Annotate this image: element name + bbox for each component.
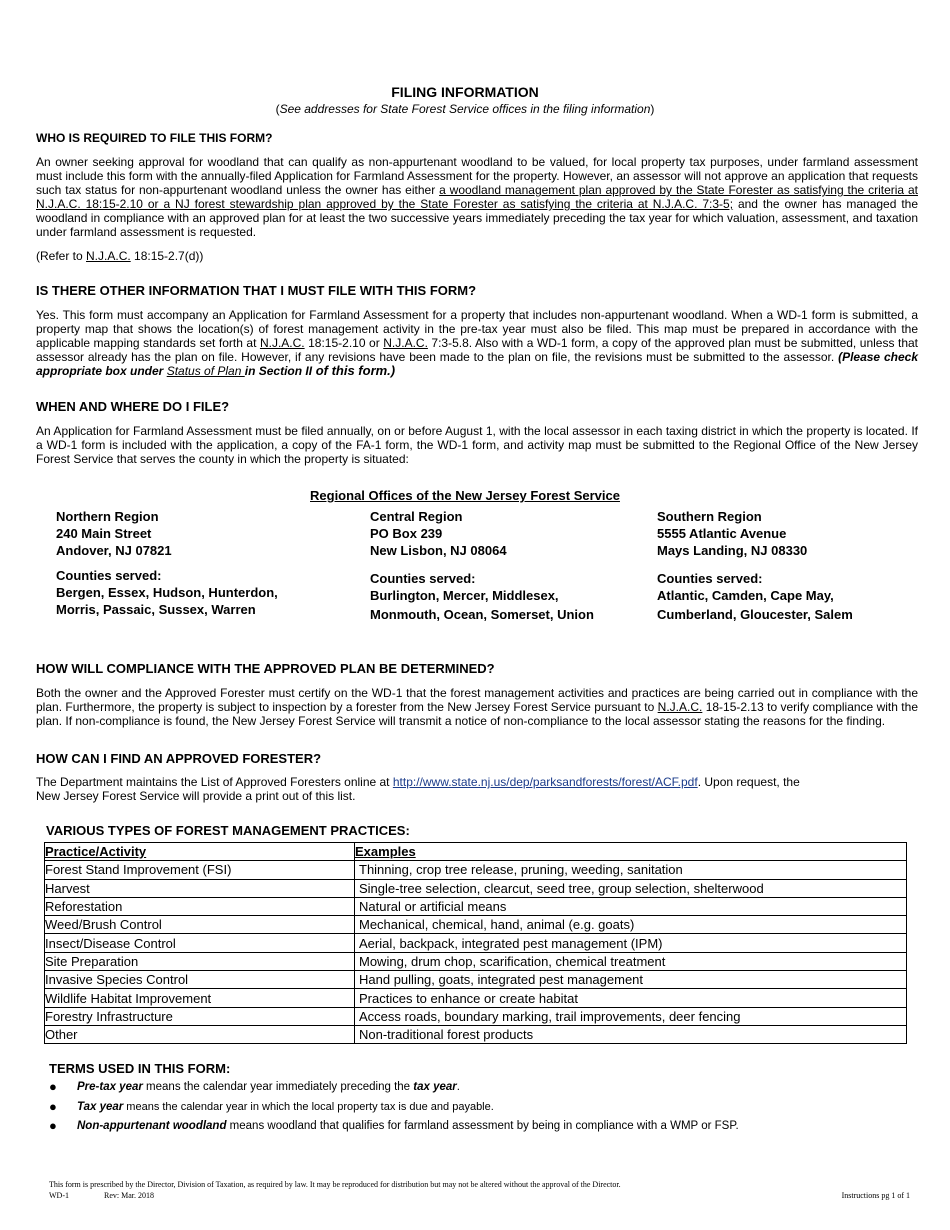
region-city: Mays Landing, NJ 08330 xyxy=(657,543,808,558)
practice-cell: Harvest xyxy=(45,879,355,897)
region-address: PO Box 239 xyxy=(370,526,443,541)
practice-cell: Insect/Disease Control xyxy=(45,934,355,952)
bullet-icon: ● xyxy=(49,1118,57,1133)
subtitle-text: See addresses for State Forest Service offices in the filing information xyxy=(279,102,651,116)
counties-label: Counties served: xyxy=(370,571,476,586)
who-reference: (Refer to N.J.A.C. 18:15-2.7(d)) xyxy=(36,249,204,263)
footer-revision: Rev: Mar. 2018 xyxy=(104,1191,154,1200)
section-heading-compliance: HOW WILL COMPLIANCE WITH THE APPROVED PLAN BE DETERMINED? xyxy=(36,661,495,676)
region-city: New Lisbon, NJ 08064 xyxy=(370,543,507,558)
section-heading-when-where: WHEN AND WHERE DO I FILE? xyxy=(36,399,230,414)
list-item: ● Pre-tax year means the calendar year immediately preceding the tax year. xyxy=(49,1079,460,1094)
table-row xyxy=(45,989,907,1007)
approved-foresters-link[interactable]: http://www.state.nj.us/dep/parksandforests/forest/ACF.pdf xyxy=(392,775,698,789)
counties-list: Bergen, Essex, Hudson, Hunterdon, xyxy=(56,585,278,600)
central-region-block xyxy=(370,508,594,623)
region-name: Southern Region xyxy=(657,509,762,524)
region-name: Northern Region xyxy=(56,509,159,524)
when-where-paragraph: An Application for Farmland Assessment must be filed annually, on or before August 1, with the local assessor in each taxing district in which the property is located. If a WD-1 form is included with the application, a copy of the FA-1 form, the WD-1 form, and activity map must be submitted to the Regional Office of the New Jersey Forest Service that serves the county in which the property is situated: xyxy=(36,424,918,466)
counties-label: Counties served: xyxy=(56,568,162,583)
region-address: 5555 Atlantic Avenue xyxy=(657,526,787,541)
region-city: Andover, NJ 07821 xyxy=(56,543,172,558)
section-heading-find-forester: HOW CAN I FIND AN APPROVED FORESTER? xyxy=(36,751,322,766)
counties-list: Cumberland, Gloucester, Salem xyxy=(657,607,853,622)
examples-cell: Thinning, crop tree release, pruning, weeding, sanitation xyxy=(355,861,907,879)
regional-offices-heading: Regional Offices of the New Jersey Forest Service xyxy=(310,488,620,503)
table-row xyxy=(45,861,907,879)
practices-table xyxy=(44,842,907,1044)
column-header-examples: Examples xyxy=(355,843,907,861)
terms-heading: TERMS USED IN THIS FORM: xyxy=(49,1061,231,1076)
region-name: Central Region xyxy=(370,509,463,524)
region-address: 240 Main Street xyxy=(56,526,152,541)
table-row xyxy=(45,916,907,934)
other-info-paragraph: Yes. This form must accompany an Application for Farmland Assessment for a property that includes non-appurtenant woodland. When a WD-1 form is submitted, a property map that shows the location(s) of forest management activity in the pre-tax year must also be filed. This map must be prepared in accordance with the applicable mapping standards set forth at N.J.A.C. 18:15-2.10 or N.J.A.C. 7:3-5.8. Also with a WD-1 form, a copy of the approved plan must be submitted, unless that assessor already has the plan on file. However, if any revisions have been made to the plan on file, the revisions must be submitted to the assessor. (Please check appropriate box under Status of Plan in Section II of this form.) xyxy=(36,308,918,378)
footer-notice: This form is prescribed by the Director, Division of Taxation, as required by law. It may be reproduced for distribution but may not be altered without the approval of the Director. xyxy=(49,1180,621,1189)
practice-cell: Invasive Species Control xyxy=(45,971,355,989)
bullet-icon: ● xyxy=(49,1098,57,1114)
examples-cell: Access roads, boundary marking, trail improvements, deer fencing xyxy=(355,1007,907,1025)
table-row xyxy=(45,879,907,897)
column-header-practice: Practice/Activity xyxy=(45,843,355,861)
practice-cell: Wildlife Habitat Improvement xyxy=(45,989,355,1007)
terms-list xyxy=(49,1081,909,1140)
practice-cell: Forest Stand Improvement (FSI) xyxy=(45,861,355,879)
list-item: ● Non-appurtenant woodland means woodland that qualifies for farmland assessment by being in compliance with a WMP or FSP. xyxy=(49,1118,739,1133)
examples-cell: Hand pulling, goats, integrated pest management xyxy=(355,971,907,989)
examples-cell: Aerial, backpack, integrated pest management (IPM) xyxy=(355,934,907,952)
practices-heading: VARIOUS TYPES OF FOREST MANAGEMENT PRACTICES: xyxy=(46,823,410,838)
counties-list: Burlington, Mercer, Middlesex, xyxy=(370,588,559,603)
examples-cell: Practices to enhance or create habitat xyxy=(355,989,907,1007)
section-heading-who: WHO IS REQUIRED TO FILE THIS FORM? xyxy=(36,131,273,145)
practice-cell: Weed/Brush Control xyxy=(45,916,355,934)
table-row xyxy=(45,1025,907,1043)
examples-cell: Single-tree selection, clearcut, seed tree, group selection, shelterwood xyxy=(355,879,907,897)
examples-cell: Non-traditional forest products xyxy=(355,1025,907,1043)
examples-cell: Mowing, drum chop, scarification, chemical treatment xyxy=(355,952,907,970)
practice-cell: Site Preparation xyxy=(45,952,355,970)
counties-label: Counties served: xyxy=(657,571,763,586)
bullet-icon: ● xyxy=(49,1079,57,1094)
find-forester-paragraph: The Department maintains the List of Approved Foresters online at http://www.state.nj.us/dep/parksandforests/forest/ACF.pdf. Upon request, the New Jersey Forest Service will provide a print out of this list. xyxy=(36,775,800,803)
compliance-paragraph: Both the owner and the Approved Forester must certify on the WD-1 that the forest management activities and practices are being carried out in compliance with the plan. Furthermore, the property is subject to inspection by a forester from the New Jersey Forest Service pursuant to N.J.A.C. 18-15-2.13 to verify compliance with the plan. If non-compliance is found, the New Jersey Forest Service will transmit a notice of non-compliance to the local assessor stating the reasons for the finding. xyxy=(36,686,918,728)
counties-list: Morris, Passaic, Sussex, Warren xyxy=(56,602,256,617)
counties-list: Atlantic, Camden, Cape May, xyxy=(657,588,834,603)
footer-form-id: WD-1 xyxy=(49,1191,69,1200)
list-item: ● Tax year means the calendar year in which the local property tax is due and payable. xyxy=(49,1098,494,1114)
who-paragraph: An owner seeking approval for woodland that can qualify as non-appurtenant woodland to be valued, for local property tax purposes, under farmland assessment must include this form with the annually-filed Application for Farmland Assessment for the property. However, an assessor will not approve an application that requests such tax status for non-appurtenant woodland unless the owner has either a woodland management plan approved by the State Forester as satisfying the criteria at N.J.A.C. 18:15-2.10 or a NJ forest stewardship plan approved by the State Forester as satisfying the criteria at N.J.A.C. 7:3-5; and the owner has managed the woodland in compliance with an approved plan for at least the two successive years immediately preceding the tax year for which valuation, assessment, and taxation under farmland assessment is requested. xyxy=(36,155,918,239)
table-row xyxy=(45,897,907,915)
footer-page-number: Instructions pg 1 of 1 xyxy=(841,1191,910,1200)
table-row xyxy=(45,971,907,989)
examples-cell: Natural or artificial means xyxy=(355,897,907,915)
table-header-row xyxy=(45,843,907,861)
table-row xyxy=(45,952,907,970)
examples-cell: Mechanical, chemical, hand, animal (e.g. goats) xyxy=(355,916,907,934)
page-title: FILING INFORMATION xyxy=(391,84,539,100)
southern-region-block xyxy=(657,508,853,623)
practice-cell: Other xyxy=(45,1025,355,1043)
table-row xyxy=(45,1007,907,1025)
section-heading-other-info: IS THERE OTHER INFORMATION THAT I MUST FILE WITH THIS FORM? xyxy=(36,283,477,298)
northern-region-block xyxy=(56,508,278,618)
counties-list: Monmouth, Ocean, Somerset, Union xyxy=(370,607,594,622)
page-subtitle: (See addresses for State Forest Service offices in the filing information) xyxy=(275,102,655,116)
table-row xyxy=(45,934,907,952)
practice-cell: Forestry Infrastructure xyxy=(45,1007,355,1025)
practice-cell: Reforestation xyxy=(45,897,355,915)
